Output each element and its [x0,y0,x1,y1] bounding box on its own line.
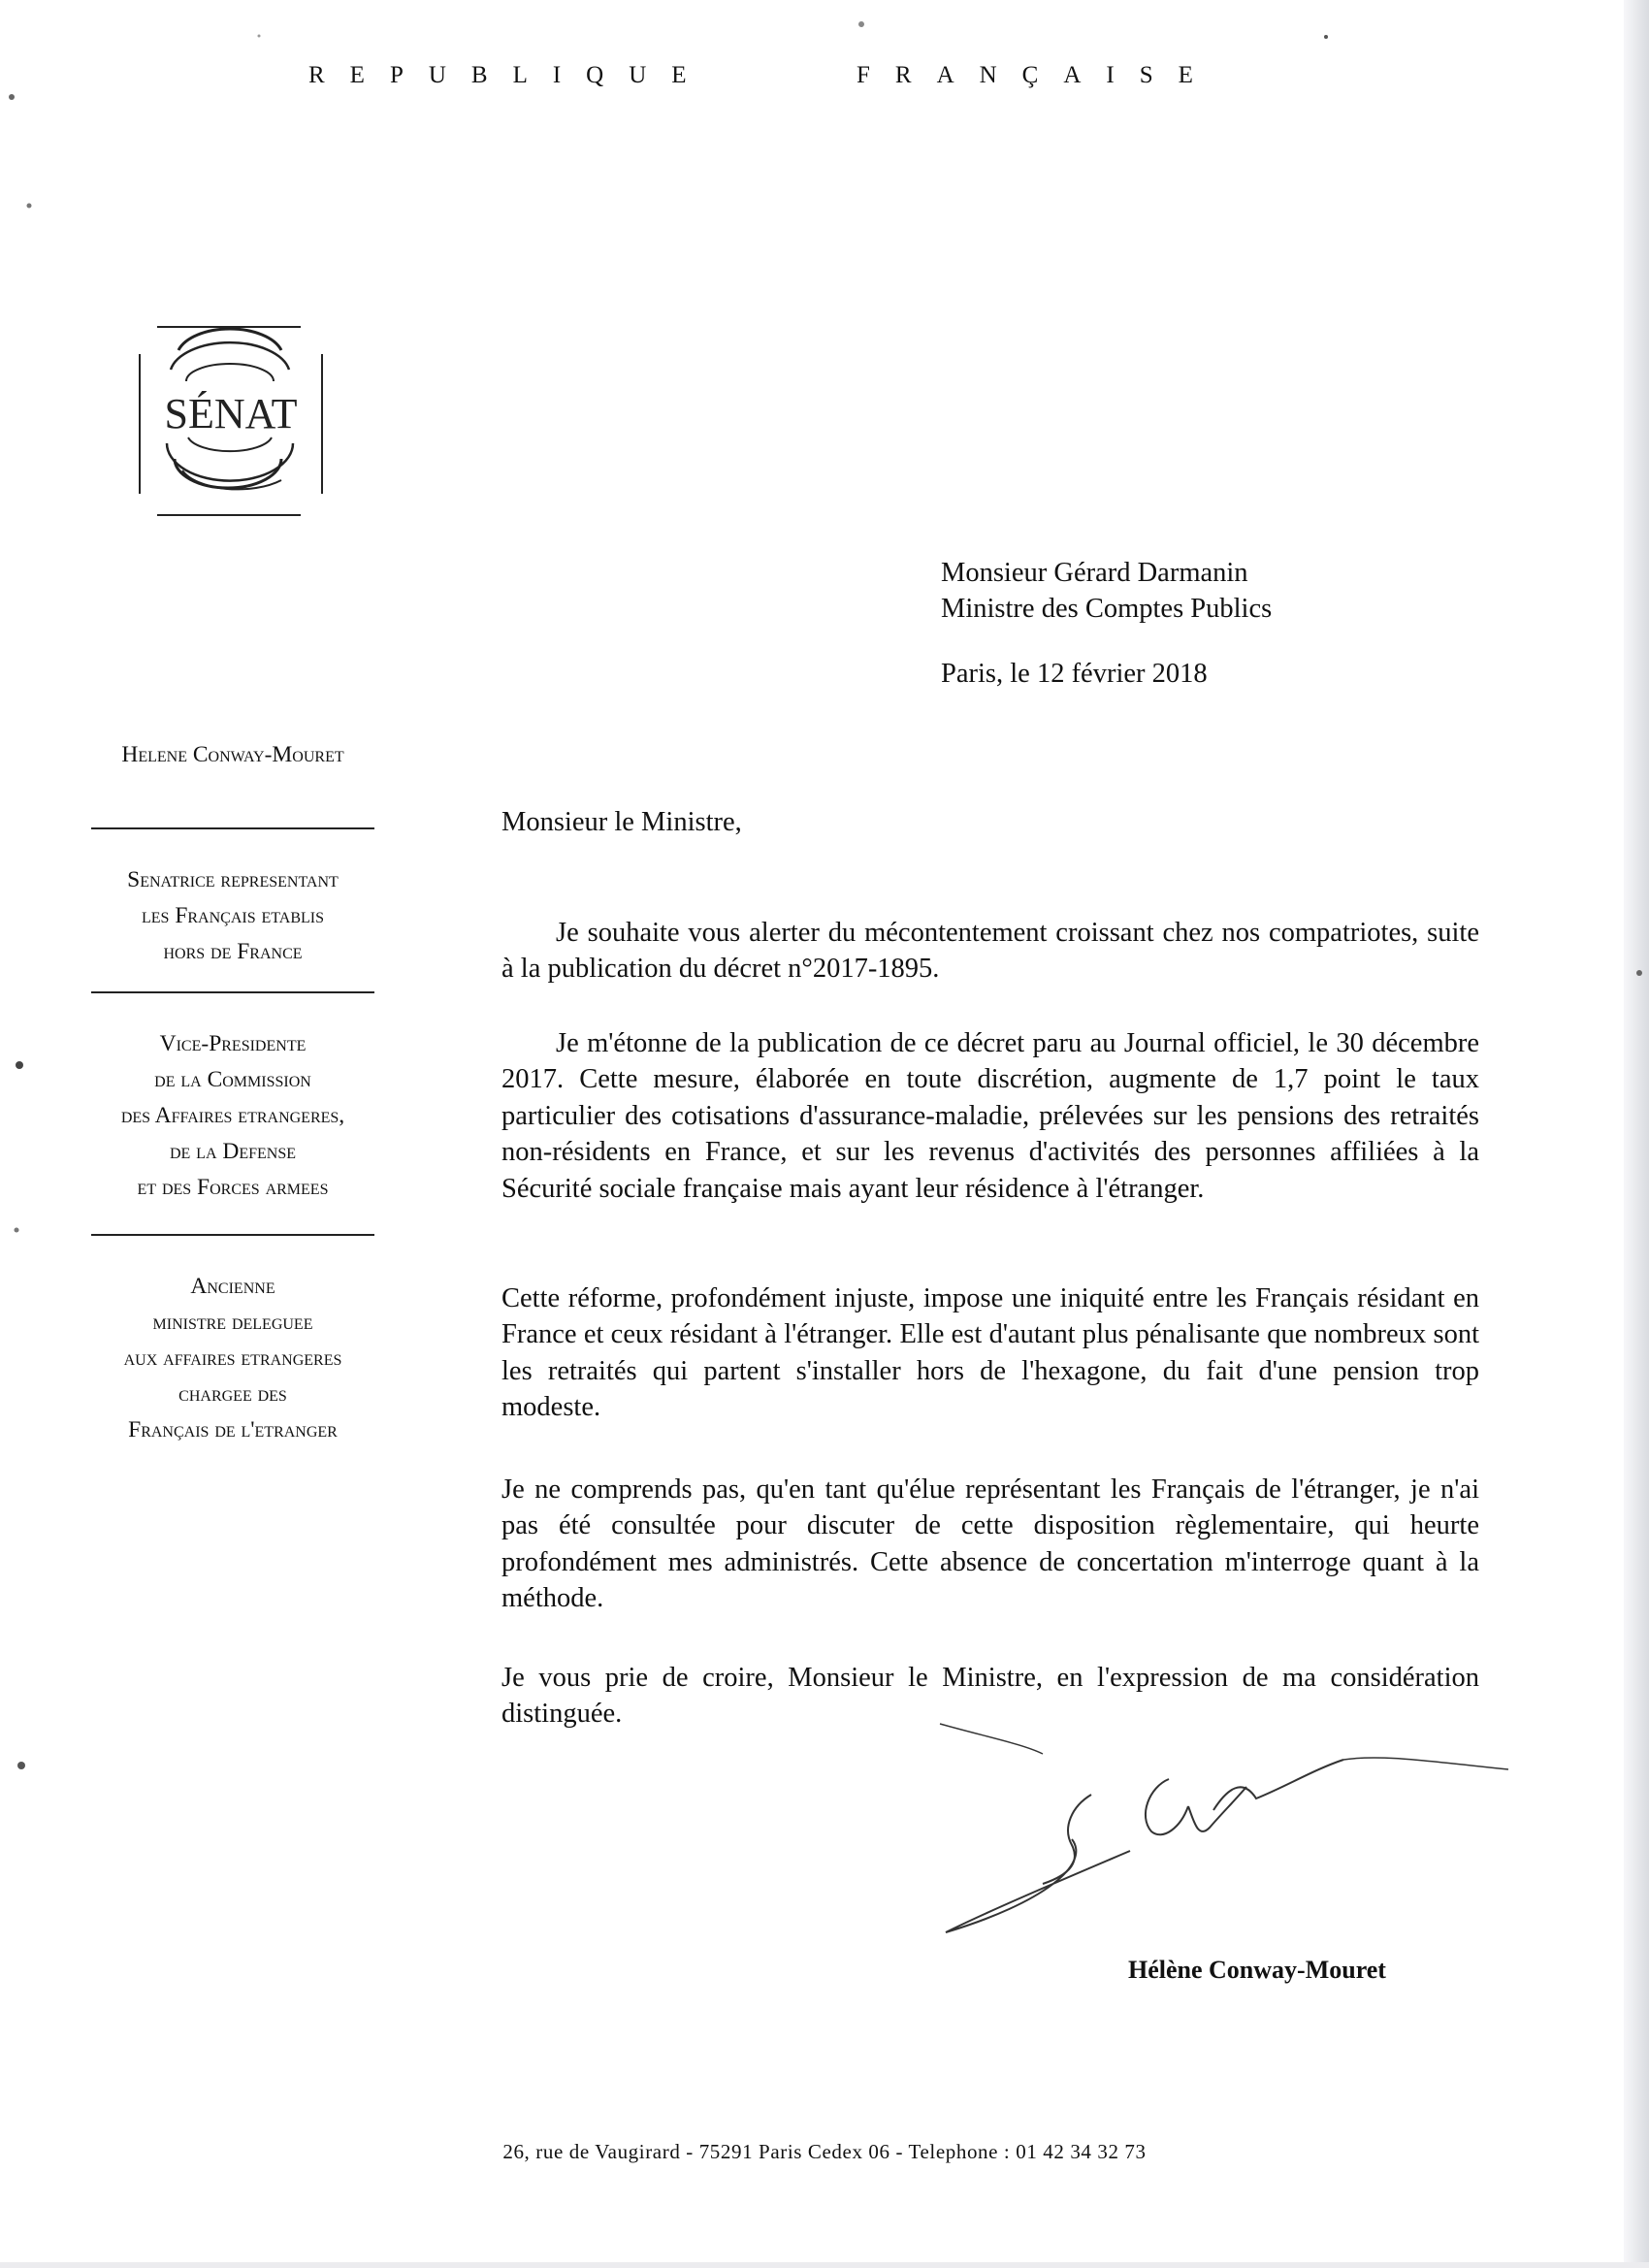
role-line: de la Defense [169,1139,297,1164]
role-line: Senatrice representant [127,867,339,892]
role-line: ministre deleguee [152,1310,313,1335]
recipient-name: Monsieur Gérard Darmanin [941,558,1248,588]
letter-paragraph: Je m'étonne de la publication de ce décret paru au Journal officiel, le 30 décembre 2017. Cette mesure, élaborée en toute discrétion, augmente de 1,7 point le taux particulier des cotisations d'assurance-maladie, prélevées sur les pensions des retraités non-résidents en France, et sur les revenus d'activités des personnes affiliées à la Sécurité sociale française mais ayant leur résidence à l'étranger. [501,1028,1479,1204]
role-line: les Français etablis [142,903,324,928]
address-footer: 26, rue de Vaugirard - 75291 Paris Cedex 06 - Telephone : 01 42 34 32 73 [502,2140,1147,2163]
role-line: des Affaires etrangeres, [120,1103,345,1128]
senat-logo-text: SÉNAT [164,390,298,437]
letter-paragraph: Je ne comprends pas, qu'en tant qu'élue représentant les Français de l'étranger, je n'ai pas été consultée pour discuter de cette disposition règlementaire, qui heurte profondément mes administrés. Cette absence de concertation m'interroge quant à la méthode. [501,1474,1479,1614]
author-sidebar [64,737,402,1448]
letter-date: Paris, le 12 février 2018 [941,659,1208,689]
role-line: Vice-Presidente [159,1031,307,1056]
letter-paragraph: Cette réforme, profondément injuste, impose une iniquité entre les Français résidant en France et ceux résidant à l'étranger. Elle est d'autant plus pénalisante que nombreux sont les retraités qui partent s'installer hors de l'hexagone, du fait d'une pension trop modeste. [501,1283,1479,1423]
role-line: Français de l'etranger [128,1417,338,1442]
role-line: Ancienne [190,1274,275,1299]
role-line: chargee des [178,1381,287,1407]
role-line: de la Commission [154,1067,311,1092]
role-line: aux affaires etrangeres [123,1345,342,1371]
handwritten-signature [926,1719,1528,1961]
recipient-block [941,555,1272,627]
header-word-republique: REPUBLIQUE [308,62,712,88]
signer-name: Hélène Conway-Mouret [1128,1956,1386,1984]
author-name: Helene Conway-Mouret [121,742,344,767]
letter-paragraph: Je vous prie de croire, Monsieur le Ministre, en l'expression de ma considération distinguée. [501,1663,1479,1730]
letter-paragraph: Je souhaite vous alerter du mécontentement croissant chez nos compatriotes, suite à la publication du décret n°2017-1895. [501,918,1479,985]
recipient-title: Ministre des Comptes Publics [941,594,1273,624]
sidebar-divider [91,827,374,829]
sidebar-divider [91,1234,374,1236]
role-line: et des Forces armees [137,1175,329,1200]
senat-logo [136,325,330,519]
header-word-francaise: FRANÇAISE [857,62,1218,88]
salutation: Monsieur le Ministre, [501,807,742,837]
role-line: hors de France [163,939,303,964]
sidebar-divider [91,991,374,993]
